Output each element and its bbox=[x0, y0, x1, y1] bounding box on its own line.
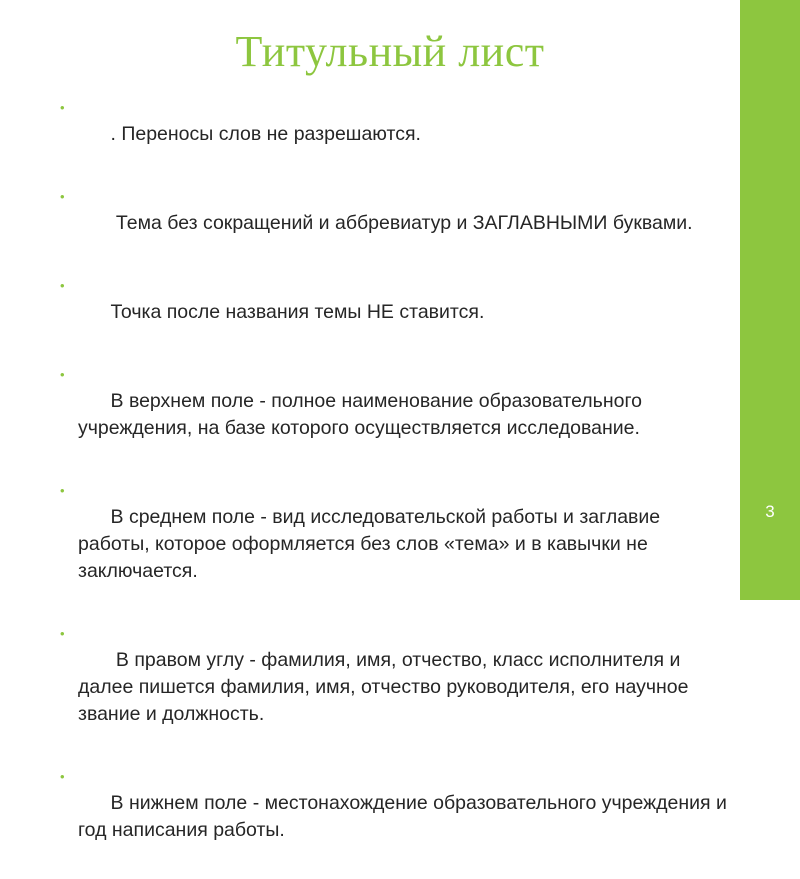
bullet-item bbox=[60, 272, 730, 353]
bullet-item bbox=[60, 183, 730, 264]
bullet-marker-icon: • bbox=[60, 100, 65, 115]
bullet-text: В правом углу - фамилия, имя, отчество, класс исполнителя и далее пишется фамилия, имя, отчество руководителя, его научное звание и должность. bbox=[78, 649, 694, 725]
bullet-item bbox=[60, 361, 730, 469]
bullet-marker-icon: • bbox=[60, 483, 65, 498]
bullet-text: В нижнем поле - местонахождение образовательного учреждения и год написания работы. bbox=[78, 792, 733, 841]
bullet-marker-icon: • bbox=[60, 278, 65, 293]
bullet-item bbox=[60, 94, 730, 175]
page-number: 3 bbox=[765, 502, 775, 521]
bullet-marker-icon: • bbox=[60, 769, 65, 784]
bullet-item bbox=[60, 620, 730, 755]
bullet-marker-icon: • bbox=[60, 626, 65, 641]
bullet-text: Точка после названия темы НЕ ставится. bbox=[110, 301, 485, 323]
bullet-item bbox=[60, 763, 733, 871]
bullet-text: В верхнем поле - полное наименование образовательного учреждения, на базе которого осуществляется исследование. bbox=[78, 390, 648, 439]
bullet-item bbox=[60, 477, 730, 612]
bullet-marker-icon: • bbox=[60, 189, 65, 204]
slide-title: Титульный лист bbox=[235, 27, 545, 76]
bullet-marker-icon: • bbox=[60, 367, 65, 382]
bullet-text: В среднем поле - вид исследовательской работы и заглавие работы, которое оформляется без слов «тема» и в кавычки не заключается. bbox=[78, 506, 666, 582]
bullet-text: Тема без сокращений и аббревиатур и ЗАГЛАВНЫМИ буквами. bbox=[110, 212, 693, 234]
bullet-list bbox=[60, 94, 733, 879]
bullet-text: . Переносы слов не разрешаются. bbox=[110, 123, 421, 145]
